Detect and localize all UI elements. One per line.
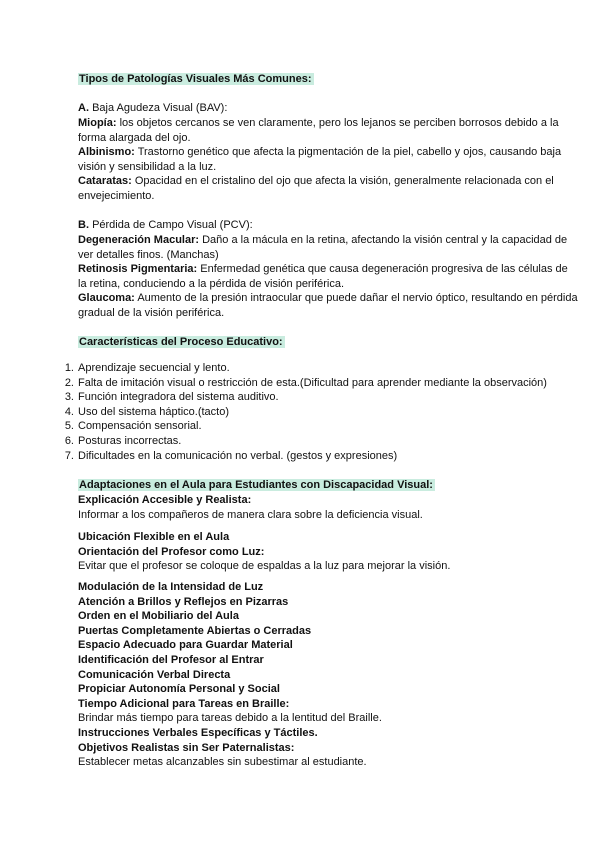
education-list [64,361,578,463]
item-albinismo: Albinismo: Trastorno genético que afecta la pigmentación de la piel, cabello y ojos, causando baja visión y sensibilidad a la luz. [78,146,562,173]
adaptation-heading: Comunicación Verbal Directa [78,668,231,681]
list-item: 3. Función integradora del sistema auditivo. [64,391,279,404]
list-item: 4. Uso del sistema háptico.(tacto) [64,405,230,418]
adaptation-text: Establecer metas alcanzables sin subestimar al estudiante. [78,756,367,769]
adaptation-heading: Tiempo Adicional para Tareas en Braille: [78,697,290,710]
subsection-a-heading: A. Baja Agudeza Visual (BAV): [78,102,228,114]
item-glaucoma: Glaucoma: Aumento de la presión intraocular que puede dañar el nervio óptico, resultando en pérdida gradual de la visión periférica. [78,292,578,319]
adaptation-heading: Orientación del Profesor como Luz: [78,545,265,558]
list-item: 1. Aprendizaje secuencial y lento. [64,362,230,374]
item-miopia: Miopía: los objetos cercanos se ven claramente, pero los lejanos se perciben borrosos debido a la forma alargada del ojo. [78,117,559,144]
adaptation-heading: Propiciar Autonomía Personal y Social [78,683,280,696]
adaptation-group-1 [78,493,578,522]
adaptation-text: Informar a los compañeros de manera clara sobre la deficiencia visual. [78,508,423,521]
section-title-education: Características del Proceso Educativo: [79,336,283,348]
list-item: 5. Compensación sensorial. [64,420,202,433]
subsection-b-heading: B. Pérdida de Campo Visual (PCV): [78,219,253,231]
adaptation-heading: Ubicación Flexible en el Aula [78,531,230,543]
adaptation-heading: Instrucciones Verbales Específicas y Táctiles. [78,726,318,739]
adaptation-heading: Puertas Completamente Abiertas o Cerradas [78,624,312,637]
list-item: 7. Dificultades en la comunicación no verbal. (gestos y expresiones) [64,449,398,462]
item-retinosis: Retinosis Pigmentaria: Enfermedad genética que causa degeneración progresiva de las células de la retina, conduciendo a la pérdida de visión periférica. [78,263,568,290]
item-cataratas: Cataratas: Opacidad en el cristalino del ojo que afecta la visión, generalmente relacionada con el envejecimiento. [78,175,554,202]
adaptation-heading: Identificación del Profesor al Entrar [78,653,264,666]
adaptation-heading: Objetivos Realistas sin Ser Paternalistas: [78,741,295,754]
item-degeneracion-macular: Degeneración Macular: Daño a la mácula en la retina, afectando la visión central y la capacidad de ver detalles finos. (Manchas) [78,234,568,261]
section-title-adaptations: Adaptaciones en el Aula para Estudiantes con Discapacidad Visual: [79,479,433,491]
adaptation-heading: Modulación de la Intensidad de Luz [78,581,264,593]
section-title-pathologies: Tipos de Patologías Visuales Más Comunes: [79,73,312,85]
adaptation-heading: Espacio Adecuado para Guardar Material [78,639,293,652]
adaptation-text: Evitar que el profesor se coloque de espaldas a la luz para mejorar la visión. [78,560,451,573]
list-item: 2. Falta de imitación visual o restricción de esta.(Dificultad para aprender mediante la observación) [64,376,547,389]
adaptation-group-3 [78,580,578,770]
adaptation-text: Brindar más tiempo para tareas debido a la lentitud del Braille. [78,712,382,725]
adaptation-heading: Orden en el Mobiliario del Aula [78,610,239,623]
list-item: 6. Posturas incorrectas. [64,434,182,447]
adaptation-group-2 [78,530,578,574]
adaptation-heading: Explicación Accesible y Realista: [78,494,252,506]
adaptation-heading: Atención a Brillos y Reflejos en Pizarras [78,595,289,608]
